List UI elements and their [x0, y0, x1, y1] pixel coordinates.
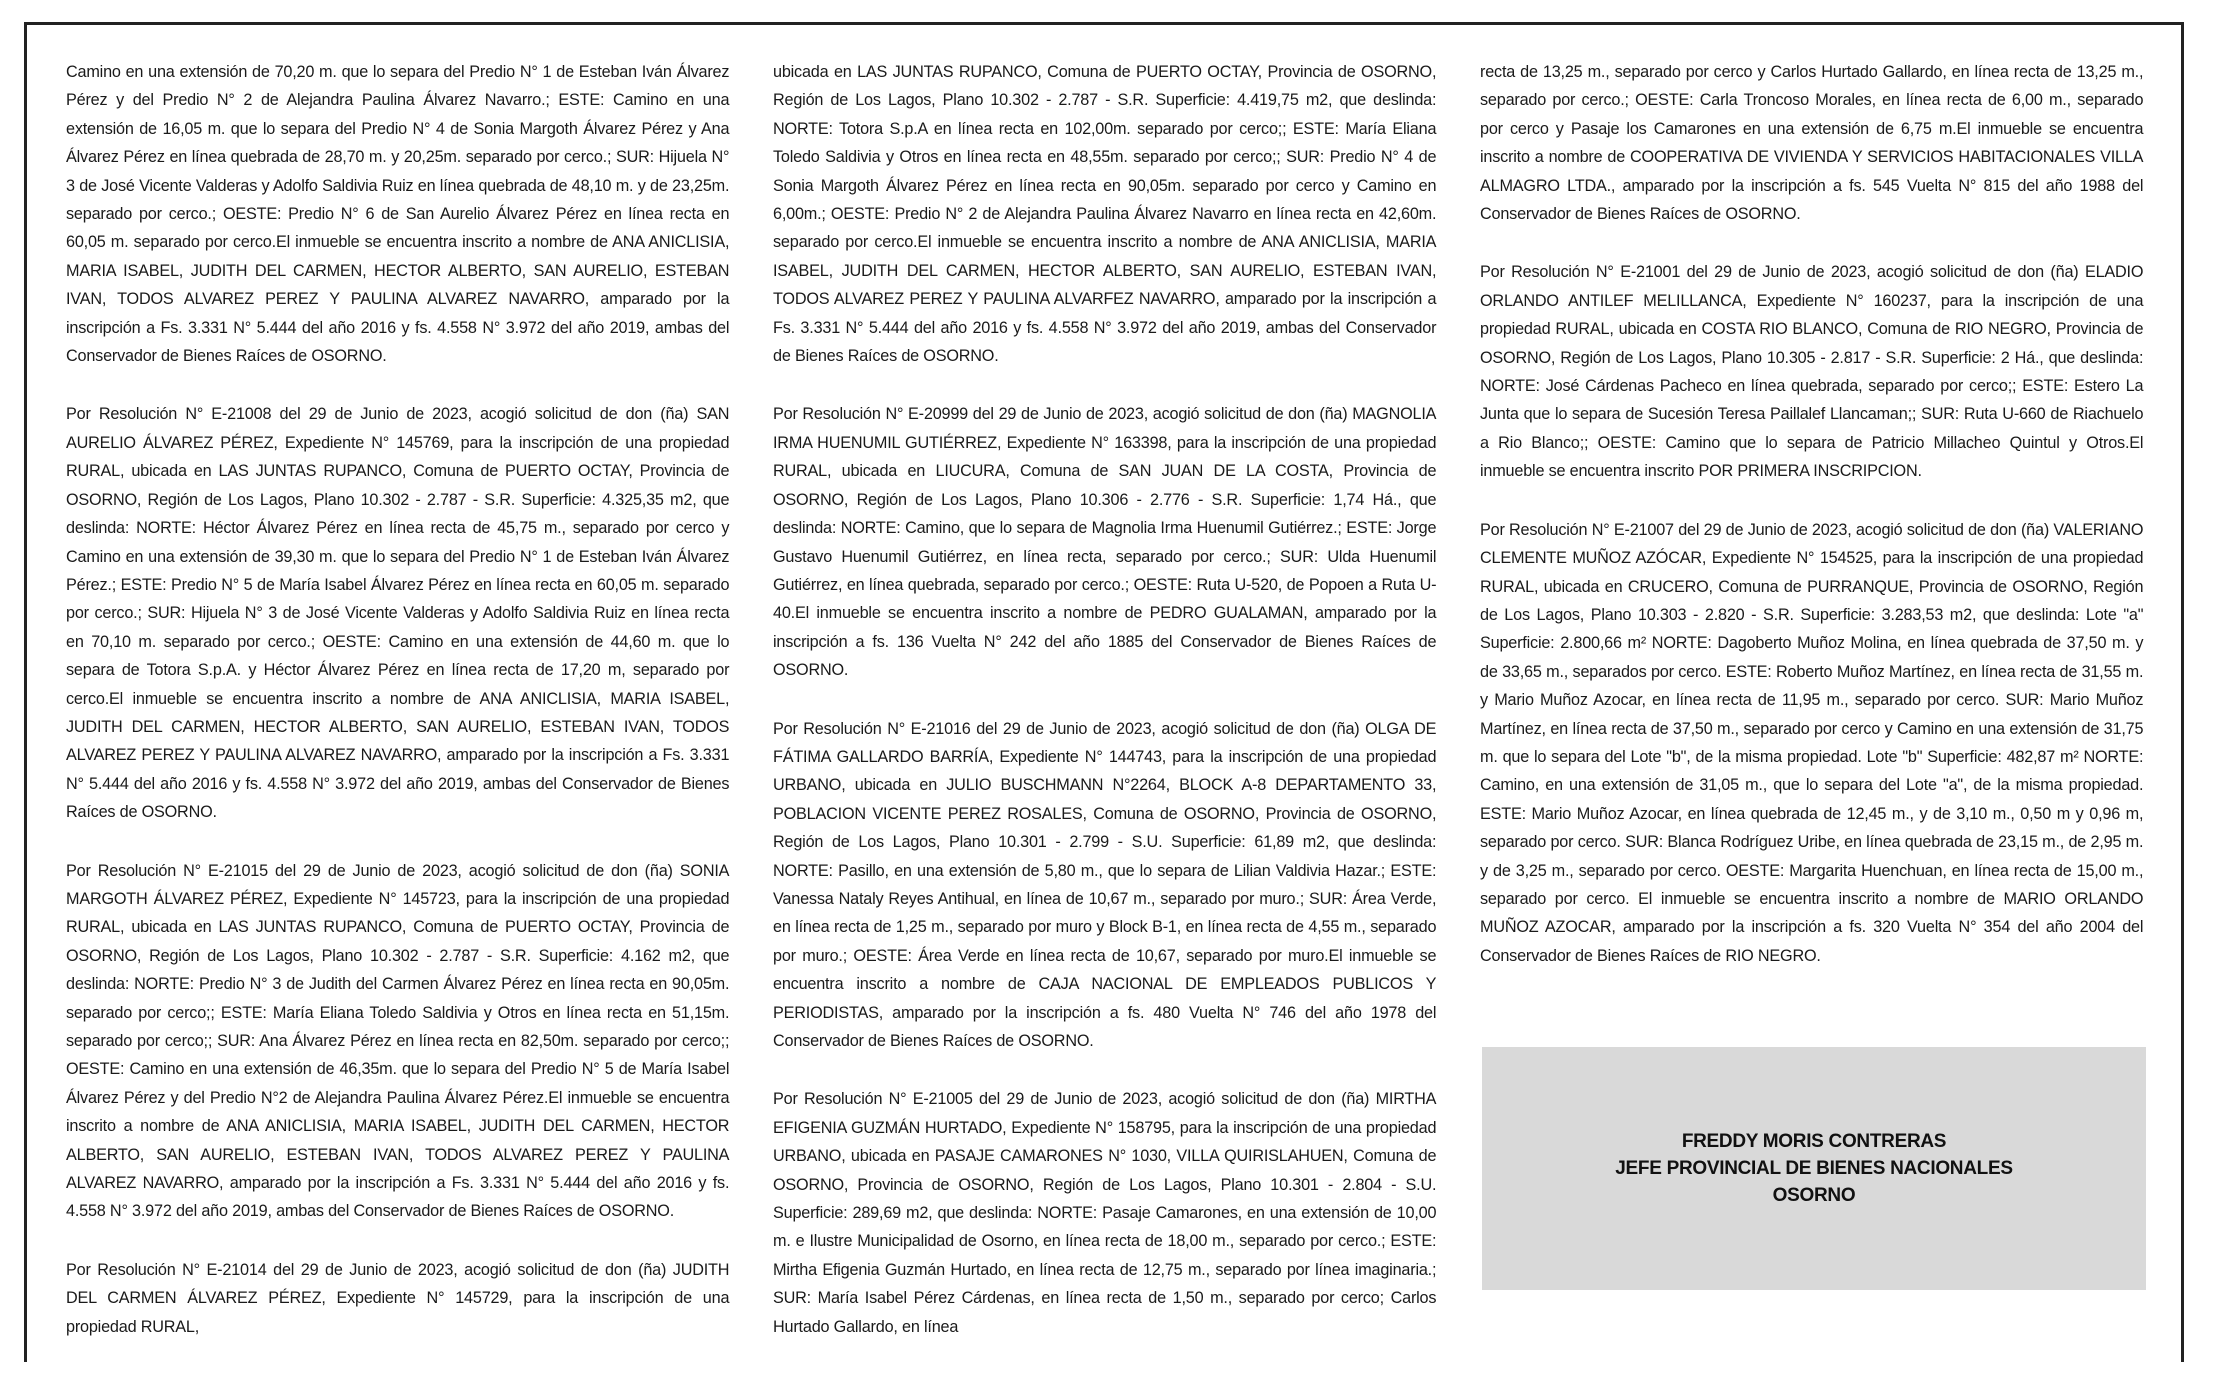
paragraph: Por Resolución N° E-21005 del 29 de Junio de 2023, acogió solicitud de don (ña) MIRTHA EFIGENIA GUZMÁN HURTADO, Expediente N° 158795, para la inscripción de una propiedad URBANO, ubicada en PASAJE CAMARONES N° 1030, VILLA QUIRISLAHUEN, Comuna de OSORNO, Provincia de OSORNO, Región de Los Lagos, Plano 10.301 - 2.804 - S.U. Superficie: 289,69 m2, que deslinda: NORTE: Pasaje Camarones, en una extensión de 10,00 m. e Ilustre Municipalidad de Osorno, en línea recta de 18,00 m., separado por cerco.; ESTE: Mirtha Efigenia Guzmán Hurtado, en línea recta de 12,75 m., separado por línea imaginaria.; SUR: María Isabel Pérez Cárdenas, en línea recta de 1,50 m., separado por cerco; Carlos Hurtado Gallardo, en línea: [773, 1090, 1437, 1336]
signature-title: JEFE PROVINCIAL DE BIENES NACIONALES: [1615, 1158, 2013, 1179]
paragraph: Por Resolución N° E-21016 del 29 de Junio de 2023, acogió solicitud de don (ña) OLGA DE FÁTIMA GALLARDO BARRÍA, Expediente N° 144743, para la inscripción de una propiedad URBANO, ubicada en JULIO BUSCHMANN N°2264, BLOCK A-8 DEPARTAMENTO 33, POBLACION VICENTE PEREZ ROSALES, Comuna de OSORNO, Provincia de OSORNO, Región de Los Lagos, Plano 10.301 - 2.799 - S.U. Superficie: 61,89 m2, que deslinda: NORTE: Pasillo, en una extensión de 5,80 m., que lo separa de Lilian Valdivia Hazar.; ESTE: Vanessa Nataly Reyes Antihual, en línea de 10,67 m., separado por muro.; SUR: Área Verde, en línea recta de 1,25 m., separado por muro y Block B-1, en línea recta de 4,55 m., separado por muro.; OESTE: Área Verde en línea recta de 10,67, separado por muro.El inmueble se encuentra inscrito a nombre de CAJA NACIONAL DE EMPLEADOS PUBLICOS Y PERIODISTAS, amparado por la inscripción a fs. 480 Vuelta N° 746 del año 1978 del Conservador de Bienes Raíces de OSORNO.: [773, 719, 1437, 1050]
signature-box: [1482, 1047, 2146, 1290]
paragraph: Camino en una extensión de 70,20 m. que lo separa del Predio N° 1 de Esteban Iván Álvarez Pérez y del Predio N° 2 de Alejandra Paulina Álvarez Navarro.; ESTE: Camino en una extensión de 16,05 m. que lo separa del Predio N° 4 de Sonia Margoth Álvarez Pérez y Ana Álvarez Pérez en línea quebrada de 28,70 m. y 20,25m. separado por cerco.; SUR: Hijuela N° 3 de José Vicente Valderas y Adolfo Saldivia Ruiz en línea quebrada de 48,10 m. y de 23,25m. separado por cerco.; OESTE: Predio N° 6 de San Aurelio Álvarez Pérez en línea recta en 60,05 m. separado por cerco.El inmueble se encuentra inscrito a nombre de ANA ANICLISIA, MARIA ISABEL, JUDITH DEL CARMEN, HECTOR ALBERTO, SAN AURELIO, ESTEBAN IVAN, TODOS ALVAREZ PEREZ Y PAULINA ALVAREZ NAVARRO, amparado por la inscripción a Fs. 3.331 N° 5.444 del año 2016 y fs. 4.558 N° 3.972 del año 2019, ambas del Conservador de Bienes Raíces de OSORNO.: [66, 63, 730, 366]
column-2: [773, 58, 1436, 1371]
paragraph: Por Resolución N° E-20999 del 29 de Junio de 2023, acogió solicitud de don (ña) MAGNOLIA IRMA HUENUMIL GUTIÉRREZ, Expediente N° 163398, para la inscripción de una propiedad RURAL, ubicada en LIUCURA, Comuna de SAN JUAN DE LA COSTA, Provincia de OSORNO, Región de Los Lagos, Plano 10.306 - 2.776 - S.R. Superficie: 1,74 Há., que deslinda: NORTE: Camino, que lo separa de Magnolia Irma Huenumil Gutiérrez.; ESTE: Jorge Gustavo Huenumil Gutiérrez, en línea recta, separado por cerco.; SUR: Ulda Huenumil Gutiérrez, en línea quebrada, separado por cerco.; OESTE: Ruta U-520, de Popoen a Ruta U-40.El inmueble se encuentra inscrito a nombre de PEDRO GUALAMAN, amparado por la inscripción a fs. 136 Vuelta N° 242 del año 1885 del Conservador de Bienes Raíces de OSORNO.: [773, 405, 1437, 680]
paragraph: Por Resolución N° E-21007 del 29 de Junio de 2023, acogió solicitud de don (ña) VALERIANO CLEMENTE MUÑOZ AZÓCAR, Expediente N° 154525, para la inscripción de una propiedad RURAL, ubicada en CRUCERO, Comuna de PURRANQUE, Provincia de OSORNO, Región de Los Lagos, Plano 10.303 - 2.820 - S.R. Superficie: 3.283,53 m2, que deslinda: Lote "a" Superficie: 2.800,66 m² NORTE: Dagoberto Muñoz Molina, en línea quebrada de 37,50 m. y de 33,65 m., separados por cerco. ESTE: Roberto Muñoz Martínez, en línea recta de 31,55 m. y Mario Muñoz Azocar, en línea recta de 11,95 m., separado por cerco. SUR: Mario Muñoz Martínez, en línea recta de 37,50 m., separado por cerco y Camino en una extensión de 31,75 m. que lo separa del Lote "b", de la misma propiedad. Lote "b" Superficie: 482,87 m² NORTE: Camino, en una extensión de 31,05 m., que lo separa del Lote "a", de la misma propiedad. ESTE: Mario Muñoz Azocar, en línea quebrada de 12,45 m., y de 3,10 m., 0,50 m y 0,96 m, separado por cerco. SUR: Blanca Rodríguez Uribe, en línea quebrada de 23,15 m., de 2,95 m. y de 3,25 m., separado por cerco. OESTE: Margarita Huenchuan, en línea recta de 15,00 m., separado por cerco. El inmueble se encuentra inscrito a nombre de MARIO ORLANDO MUÑOZ AZOCAR, amparado por la inscripción a fs. 320 Vuelta N° 354 del año 2004 del Conservador de Bienes Raíces de RIO NEGRO.: [1480, 520, 2144, 965]
column-1: [66, 58, 729, 1371]
paragraph: Por Resolución N° E-21015 del 29 de Junio de 2023, acogió solicitud de don (ña) SONIA MARGOTH ÁLVAREZ PÉREZ, Expediente N° 145723, para la inscripción de una propiedad RURAL, ubicada en LAS JUNTAS RUPANCO, Comuna de PUERTO OCTAY, Provincia de OSORNO, Región de Los Lagos, Plano 10.302 - 2.787 - S.R. Superficie: 4.162 m2, que deslinda: NORTE: Predio N° 3 de Judith del Carmen Álvarez Pérez en línea recta en 90,05m. separado por cerco;; ESTE: María Eliana Toledo Saldivia y Otros en línea recta en 51,15m. separado por cerco;; SUR: Ana Álvarez Pérez en línea recta en 82,50m. separado por cerco;; OESTE: Camino en una extensión de 46,35m. que lo separa del Predio N° 5 de María Isabel Álvarez Pérez y del Predio N°2 de Alejandra Paulina Álvarez Pérez.El inmueble se encuentra inscrito a nombre de ANA ANICLISIA, MARIA ISABEL, JUDITH DEL CARMEN, HECTOR ALBERTO, SAN AURELIO, ESTEBAN IVAN, TODOS ALVAREZ PEREZ Y PAULINA ALVAREZ NAVARRO, amparado por la inscripción a Fs. 3.331 N° 5.444 del año 2016 y fs. 4.558 N° 3.972 del año 2019, ambas del Conservador de Bienes Raíces de OSORNO.: [66, 861, 730, 1221]
paragraph: Por Resolución N° E-21008 del 29 de Junio de 2023, acogió solicitud de don (ña) SAN AURELIO ÁLVAREZ PÉREZ, Expediente N° 145769, para la inscripción de una propiedad RURAL, ubicada en LAS JUNTAS RUPANCO, Comuna de PUERTO OCTAY, Provincia de OSORNO, Región de Los Lagos, Plano 10.302 - 2.787 - S.R. Superficie: 4.325,35 m2, que deslinda: NORTE: Héctor Álvarez Pérez en línea recta de 45,75 m., separado por cerco y Camino en una extensión de 39,30 m. que lo separa del Predio N° 1 de Esteban Iván Álvarez Pérez.; ESTE: Predio N° 5 de María Isabel Álvarez Pérez en línea recta en 60,05 m. separado por cerco.; SUR: Hijuela N° 3 de José Vicente Valderas y Adolfo Saldivia Ruiz en línea recta en 70,10 m. separado por cerco.; OESTE: Camino en una extensión de 44,60 m. que lo separa de Totora S.p.A. y Héctor Álvarez Pérez en línea recta de 17,20 m, separado por cerco.El inmueble se encuentra inscrito a nombre de ANA ANICLISIA, MARIA ISABEL, JUDITH DEL CARMEN, HECTOR ALBERTO, SAN AURELIO, ESTEBAN IVAN, TODOS ALVAREZ PEREZ Y PAULINA ALVAREZ NAVARRO, amparado por la inscripción a Fs. 3.331 N° 5.444 del año 2016 y fs. 4.558 N° 3.972 del año 2019, ambas del Conservador de Bienes Raíces de OSORNO.: [66, 405, 730, 822]
paragraph: recta de 13,25 m., separado por cerco y Carlos Hurtado Gallardo, en línea recta de 13,25 m., separado por cerco.; OESTE: Carla Troncoso Morales, en línea recta de 6,00 m., separado por cerco y Pasaje los Camarones en una extensión de 6,75 m.El inmueble se encuentra inscrito a nombre de COOPERATIVA DE VIVIENDA Y SERVICIOS HABITACIONALES VILLA ALMAGRO LTDA., amparado por la inscripción a fs. 545 Vuelta N° 815 del año 1988 del Conservador de Bienes Raíces de OSORNO.: [1480, 63, 2144, 224]
paragraph: Por Resolución N° E-21014 del 29 de Junio de 2023, acogió solicitud de don (ña) JUDITH DEL CARMEN ÁLVAREZ PÉREZ, Expediente N° 145729, para la inscripción de una propiedad RURAL,: [66, 1260, 730, 1336]
signature-name: FREDDY MORIS CONTRERAS: [1681, 1131, 1947, 1152]
paragraph: ubicada en LAS JUNTAS RUPANCO, Comuna de PUERTO OCTAY, Provincia de OSORNO, Región de Los Lagos, Plano 10.302 - 2.787 - S.R. Superficie: 4.419,75 m2, que deslinda: NORTE: Totora S.p.A en línea recta en 102,00m. separado por cerco;; ESTE: María Eliana Toledo Saldivia y Otros en línea recta en 48,55m. separado por cerco;; SUR: Predio N° 4 de Sonia Margoth Álvarez Pérez en línea recta en 90,05m. separado por cerco y Camino en 6,00m.; OESTE: Predio N° 2 de Alejandra Paulina Álvarez Navarro en línea recta en 42,60m. separado por cerco.El inmueble se encuentra inscrito a nombre de ANA ANICLISIA, MARIA ISABEL, JUDITH DEL CARMEN, HECTOR ALBERTO, SAN AURELIO, ESTEBAN IVAN, TODOS ALVAREZ PEREZ Y PAULINA ALVARFEZ NAVARRO, amparado por la inscripción a Fs. 3.331 N° 5.444 del año 2016 y fs. 4.558 N° 3.972 del año 2019, ambas del Conservador de Bienes Raíces de OSORNO.: [773, 63, 1437, 366]
column-3: [1480, 58, 2143, 1000]
paragraph: Por Resolución N° E-21001 del 29 de Junio de 2023, acogió solicitud de don (ña) ELADIO ORLANDO ANTILEF MELILLANCA, Expediente N° 160237, para la inscripción de una propiedad RURAL, ubicada en COSTA RIO BLANCO, Comuna de RIO NEGRO, Provincia de OSORNO, Región de Los Lagos, Plano 10.305 - 2.817 - S.R. Superficie: 2 Há., que deslinda: NORTE: José Cárdenas Pacheco en línea quebrada, separado por cerco;; ESTE: Estero La Junta que lo separa de Sucesión Teresa Paillalef Llancaman;; SUR: Ruta U-660 de Riachuelo a Rio Blanco;; OESTE: Camino que lo separa de Patricio Millacheo Quintul y Otros.El inmueble se encuentra inscrito POR PRIMERA INSCRIPCION.: [1480, 263, 2144, 481]
signature-place: OSORNO: [1772, 1185, 1856, 1206]
